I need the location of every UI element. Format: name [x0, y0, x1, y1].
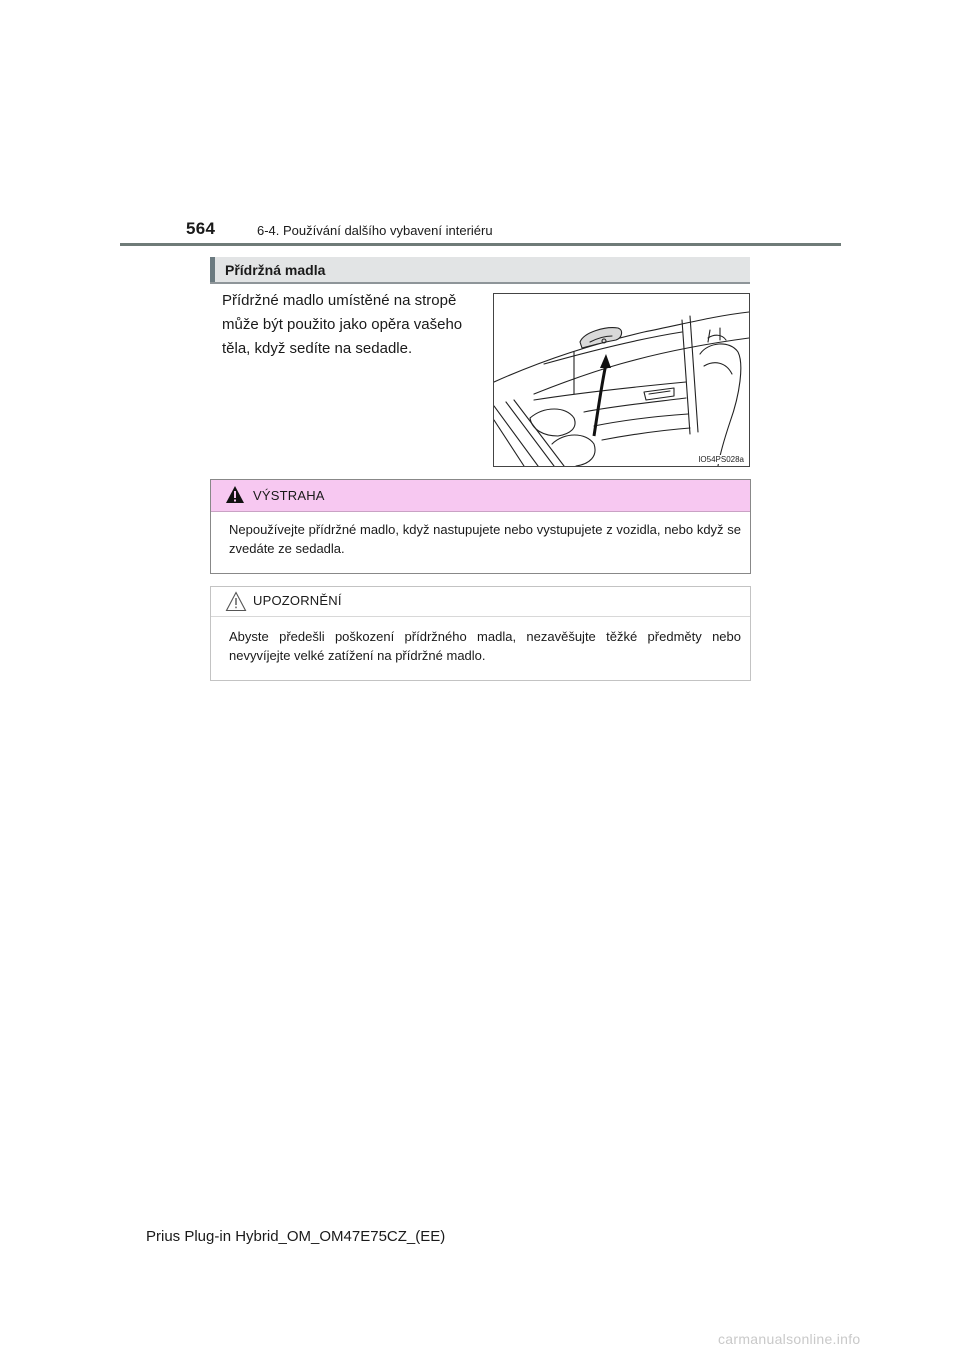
- manual-id-footer: Prius Plug-in Hybrid_OM_OM47E75CZ_(EE): [146, 1228, 446, 1245]
- header-divider: [120, 243, 841, 246]
- caution-title: UPOZORNĚNÍ: [253, 593, 342, 608]
- caution-header: [211, 587, 750, 617]
- warning-text: Nepoužívejte přídržné madlo, když nastupujete nebo vystupujete z vozidla, nebo když se zvedáte ze sedadla.: [229, 522, 741, 556]
- warning-title: VÝSTRAHA: [253, 488, 325, 503]
- caution-box: [210, 586, 751, 681]
- watermark-text: carmanualsonline.info: [718, 1331, 861, 1347]
- figure-code: IO54PS028a: [698, 455, 744, 464]
- assist-grip-illustration: [493, 293, 750, 467]
- page-number: 564: [186, 219, 216, 238]
- caution-triangle-icon: [225, 591, 247, 617]
- section-header: 6-4. Používání dalšího vybavení interiéru: [257, 223, 493, 238]
- body-line-1: Přídržné madlo umístěné na stropě: [222, 292, 457, 309]
- car-interior-drawing: [494, 294, 749, 466]
- caution-text: Abyste předešli poškození přídržného madla, nezavěšujte těžké předměty nebo nevyvíjejte velké zatížení na přídržné madlo.: [229, 629, 741, 663]
- warning-header: [211, 480, 750, 512]
- section-title-bar: [210, 257, 750, 284]
- section-body: [222, 289, 492, 361]
- warning-triangle-icon: [225, 485, 245, 509]
- section-title: Přídržná madla: [225, 262, 326, 278]
- warning-box: [210, 479, 751, 574]
- body-line-3: těla, když sedíte na sedadle.: [222, 340, 413, 357]
- body-line-2: může být použito jako opěra vašeho: [222, 316, 463, 333]
